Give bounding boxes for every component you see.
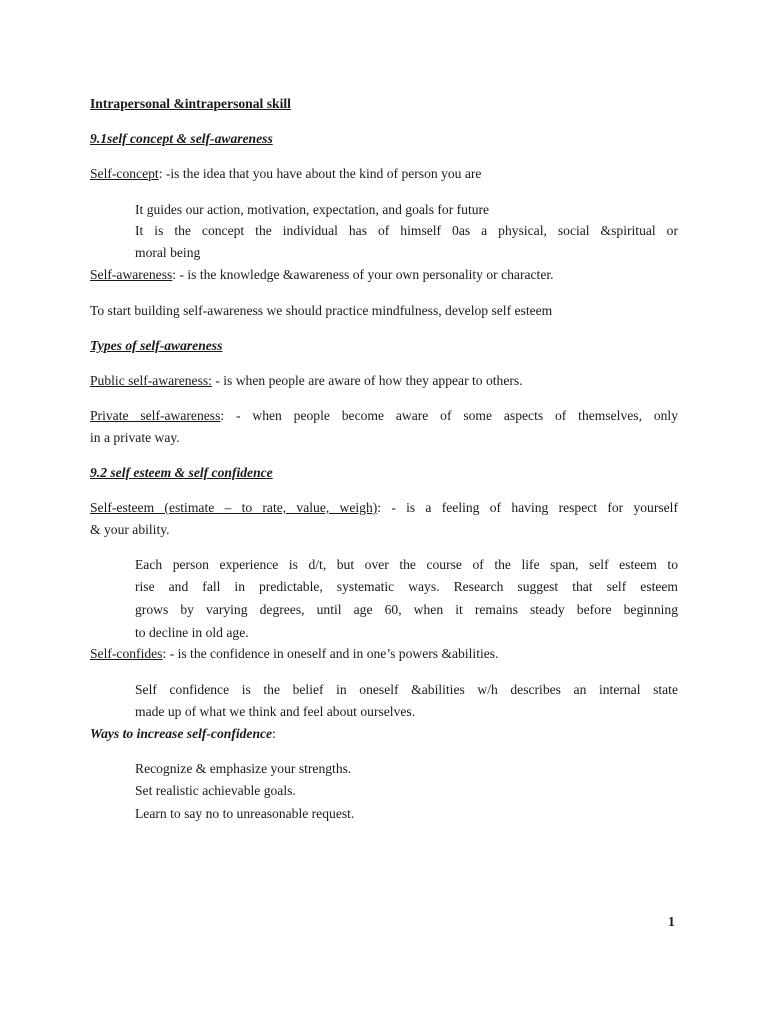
ways-heading-colon: : <box>272 726 276 741</box>
esteem-paragraph-line: to decline in old age. <box>135 625 249 640</box>
self-concept-point: It is the concept the individual has of himself 0as a physical, social &spiritual or <box>135 223 678 238</box>
definition-text: : -is the idea that you have about the kind of person you are <box>158 166 482 181</box>
public-self-awareness <box>90 373 678 389</box>
self-concept-definition <box>90 166 678 182</box>
self-confides-definition <box>90 646 678 662</box>
document-title: Intrapersonal &intrapersonal skill <box>90 96 291 111</box>
definition-text: : - is a feeling of having respect for yourself <box>377 500 678 515</box>
confidence-paragraph-line: Self confidence is the belief in oneself &abilities w/h describes an internal state <box>135 682 678 697</box>
private-self-awareness-cont: in a private way. <box>90 430 180 445</box>
start-building-text: To start building self-awareness we should practice mindfulness, develop self esteem <box>90 303 553 318</box>
term-private-self-awareness: Private self-awareness <box>90 408 221 423</box>
ways-list-item: Recognize & emphasize your strengths. <box>135 761 352 776</box>
ways-list-item: Set realistic achievable goals. <box>135 783 296 798</box>
definition-text: : - is the confidence in oneself and in one’s powers &abilities. <box>162 646 499 661</box>
self-esteem-definition <box>90 500 678 516</box>
self-concept-point: It guides our action, motivation, expectation, and goals for future <box>135 202 490 217</box>
term-self-esteem: Self-esteem (estimate – to rate, value, weigh) <box>90 500 378 515</box>
ways-heading-text: Ways to increase self-confidence <box>90 726 273 741</box>
self-awareness-definition <box>90 267 678 283</box>
private-self-awareness <box>90 408 678 424</box>
ways-list-item: Learn to say no to unreasonable request. <box>135 806 355 821</box>
section-heading-9-1: 9.1self concept & self-awareness <box>90 131 273 146</box>
esteem-paragraph-line: grows by varying degrees, until age 60, when it remains steady before beginning <box>135 602 678 617</box>
esteem-paragraph-line: Each person experience is d/t, but over the course of the life span, self esteem to <box>135 557 678 572</box>
term-self-confides: Self-confides <box>90 646 163 661</box>
self-esteem-cont: & your ability. <box>90 522 170 537</box>
ways-heading <box>90 726 678 742</box>
term-self-concept: Self-concept <box>90 166 159 181</box>
types-heading: Types of self-awareness <box>90 338 223 353</box>
esteem-paragraph-line: rise and fall in predictable, systematic ways. Research suggest that self esteem <box>135 579 678 594</box>
definition-text: - is when people are aware of how they appear to others. <box>211 373 523 388</box>
section-heading-9-2: 9.2 self esteem & self confidence <box>90 465 273 480</box>
page-number: 1 <box>668 914 675 929</box>
term-public-self-awareness: Public self-awareness: <box>90 373 212 388</box>
self-concept-point: moral being <box>135 245 201 260</box>
definition-text: : - is the knowledge &awareness of your own personality or character. <box>172 267 554 282</box>
definition-text: : - when people become aware of some aspects of themselves, only <box>220 408 678 423</box>
term-self-awareness: Self-awareness <box>90 267 173 282</box>
confidence-paragraph-line: made up of what we think and feel about ourselves. <box>135 704 416 719</box>
